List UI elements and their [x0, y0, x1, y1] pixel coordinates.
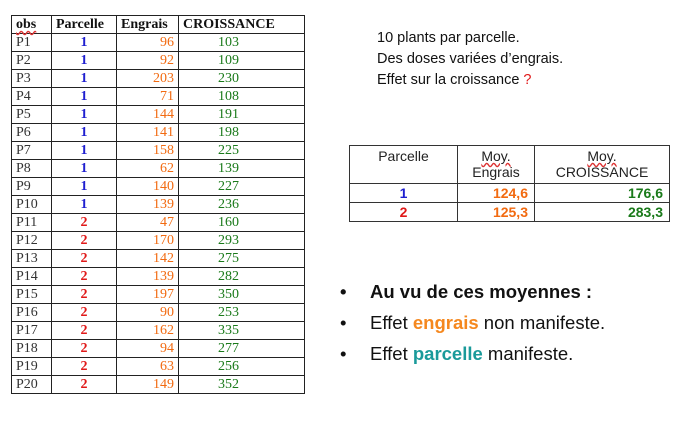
mean-row — [350, 184, 670, 203]
intro-line — [377, 70, 563, 91]
table-row — [12, 322, 305, 340]
table-row — [12, 232, 305, 250]
cell-engrais: 158 — [117, 142, 179, 160]
header-parcelle: Parcelle — [52, 16, 117, 34]
cell-engrais: 96 — [117, 34, 179, 52]
cell-obs: P14 — [12, 268, 52, 286]
keyword-engrais: engrais — [412, 312, 479, 333]
cell-engrais: 162 — [117, 322, 179, 340]
cell-croissance: 108 — [179, 88, 305, 106]
table-row — [12, 178, 305, 196]
cell-croissance: 350 — [179, 286, 305, 304]
cell-parcelle: 2 — [52, 322, 117, 340]
cell-croissance: 191 — [179, 106, 305, 124]
cell-obs: P5 — [12, 106, 52, 124]
cell-engrais: 63 — [117, 358, 179, 376]
table-row — [12, 340, 305, 358]
bullet-text: non manifeste. — [478, 312, 606, 333]
cell-engrais: 149 — [117, 376, 179, 394]
cell-croissance: 282 — [179, 268, 305, 286]
intro-line3: Effet sur la croissance — [377, 72, 520, 88]
cell-engrais: 62 — [117, 160, 179, 178]
table-row — [12, 286, 305, 304]
cell-croissance: 230 — [179, 70, 305, 88]
table-row — [12, 214, 305, 232]
cell-obs: P13 — [12, 250, 52, 268]
cell-engrais: 71 — [117, 88, 179, 106]
intro-line: Des doses variées d’engrais. — [377, 51, 564, 67]
moy-label: Moy. — [481, 148, 511, 164]
cell-croissance: 160 — [179, 214, 305, 232]
mean-table — [349, 145, 670, 222]
intro-line: 10 plants par parcelle. — [377, 30, 520, 46]
cell-parcelle: 1 — [52, 142, 117, 160]
cell-engrais: 142 — [117, 250, 179, 268]
cell-obs: P19 — [12, 358, 52, 376]
cell-croissance: 293 — [179, 232, 305, 250]
cell-obs: P15 — [12, 286, 52, 304]
cell-croissance: 335 — [179, 322, 305, 340]
cell-croissance: 275 — [179, 250, 305, 268]
cell-obs: P10 — [12, 196, 52, 214]
cell-obs: P4 — [12, 88, 52, 106]
cell-parcelle: 2 — [52, 304, 117, 322]
cell-parcelle: 2 — [52, 232, 117, 250]
cell-croissance: 277 — [179, 340, 305, 358]
mean-header-engrais — [458, 146, 535, 184]
cell-obs: P9 — [12, 178, 52, 196]
cell-croissance: 352 — [179, 376, 305, 394]
mean-parcelle: 1 — [350, 184, 458, 203]
cell-croissance: 198 — [179, 124, 305, 142]
cell-croissance: 109 — [179, 52, 305, 70]
cell-parcelle: 1 — [52, 196, 117, 214]
mean-croissance: 176,6 — [535, 184, 670, 203]
cell-parcelle: 1 — [52, 160, 117, 178]
table-row — [12, 124, 305, 142]
cell-croissance: 236 — [179, 196, 305, 214]
cell-croissance: 139 — [179, 160, 305, 178]
cell-obs: P6 — [12, 124, 52, 142]
cell-parcelle: 2 — [52, 268, 117, 286]
table-row — [12, 52, 305, 70]
cell-engrais: 203 — [117, 70, 179, 88]
cell-engrais: 141 — [117, 124, 179, 142]
table-row — [12, 106, 305, 124]
cell-parcelle: 2 — [52, 286, 117, 304]
cell-croissance: 103 — [179, 34, 305, 52]
engrais-label: Engrais — [472, 164, 520, 180]
mean-croissance: 283,3 — [535, 203, 670, 222]
cell-engrais: 47 — [117, 214, 179, 232]
bullet-text: Effet — [370, 312, 413, 333]
cell-parcelle: 1 — [52, 124, 117, 142]
intro-text — [377, 28, 563, 91]
cell-parcelle: 1 — [52, 106, 117, 124]
mean-header-parcelle: Parcelle — [350, 146, 458, 184]
cell-croissance: 253 — [179, 304, 305, 322]
cell-parcelle: 2 — [52, 358, 117, 376]
table-row — [12, 34, 305, 52]
cell-obs: P17 — [12, 322, 52, 340]
table-row — [12, 376, 305, 394]
table-row — [12, 250, 305, 268]
cell-parcelle: 1 — [52, 70, 117, 88]
bullet-text: Au vu de ces moyennes : — [370, 281, 593, 302]
mean-row — [350, 203, 670, 222]
moy-label: Moy. — [587, 148, 617, 164]
table-row — [12, 160, 305, 178]
cell-engrais: 90 — [117, 304, 179, 322]
bullet-item — [340, 307, 605, 338]
croissance-label: CROISSANCE — [555, 164, 649, 180]
cell-obs: P3 — [12, 70, 52, 88]
table-row — [12, 196, 305, 214]
table-row — [12, 358, 305, 376]
table-row — [12, 70, 305, 88]
cell-parcelle: 2 — [52, 250, 117, 268]
cell-obs: P7 — [12, 142, 52, 160]
conclusion-bullets — [340, 276, 605, 369]
cell-obs: P8 — [12, 160, 52, 178]
mean-engrais: 124,6 — [458, 184, 535, 203]
cell-obs: P11 — [12, 214, 52, 232]
cell-parcelle: 1 — [52, 178, 117, 196]
cell-parcelle: 2 — [52, 214, 117, 232]
cell-obs: P2 — [12, 52, 52, 70]
cell-croissance: 225 — [179, 142, 305, 160]
bullet-text: manifeste. — [482, 343, 574, 364]
table-row — [12, 304, 305, 322]
cell-parcelle: 2 — [52, 340, 117, 358]
bullet-text: Effet — [370, 343, 413, 364]
cell-obs: P12 — [12, 232, 52, 250]
cell-parcelle: 1 — [52, 52, 117, 70]
cell-obs: P20 — [12, 376, 52, 394]
cell-parcelle: 1 — [52, 34, 117, 52]
cell-engrais: 92 — [117, 52, 179, 70]
question-mark: ? — [523, 72, 532, 88]
cell-engrais: 144 — [117, 106, 179, 124]
cell-engrais: 139 — [117, 196, 179, 214]
keyword-parcelle: parcelle — [412, 343, 483, 364]
cell-engrais: 140 — [117, 178, 179, 196]
data-table — [11, 15, 305, 394]
mean-header-croissance — [535, 146, 670, 184]
header-obs: obs — [12, 16, 52, 34]
mean-engrais: 125,3 — [458, 203, 535, 222]
cell-croissance: 227 — [179, 178, 305, 196]
mean-parcelle: 2 — [350, 203, 458, 222]
table-row — [12, 142, 305, 160]
cell-engrais: 94 — [117, 340, 179, 358]
bullet-item — [340, 276, 605, 307]
cell-croissance: 256 — [179, 358, 305, 376]
cell-obs: P16 — [12, 304, 52, 322]
cell-engrais: 139 — [117, 268, 179, 286]
cell-obs: P1 — [12, 34, 52, 52]
table-row — [12, 268, 305, 286]
cell-parcelle: 1 — [52, 88, 117, 106]
cell-obs: P18 — [12, 340, 52, 358]
cell-engrais: 170 — [117, 232, 179, 250]
table-row — [12, 88, 305, 106]
header-engrais: Engrais — [117, 16, 179, 34]
cell-parcelle: 2 — [52, 376, 117, 394]
cell-engrais: 197 — [117, 286, 179, 304]
bullet-item — [340, 338, 605, 369]
header-croissance: CROISSANCE — [179, 16, 305, 34]
